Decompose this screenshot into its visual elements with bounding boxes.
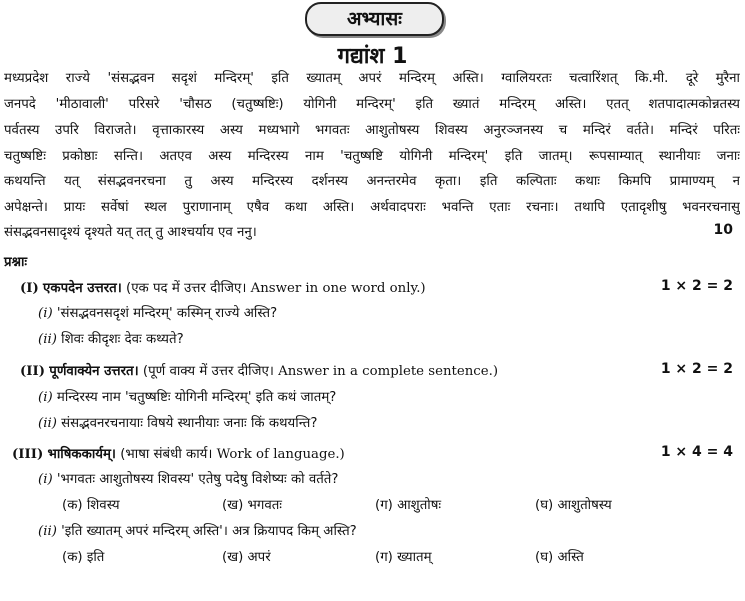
question-number: (i): [38, 472, 53, 487]
passage-heading: गद्यांश 1: [337, 44, 408, 69]
section-marks: 1 × 4 = 4: [660, 444, 733, 460]
section-hindi-instruction: (भाषा संबंधी कार्य।: [120, 447, 213, 462]
passage-line: मध्यप्रदेश राज्ये 'संसद्भवन सदृशं मन्दिरम्' इति ख्यातम् अपरं मन्दिरम् अस्ति। ग्वालियरतः चत्वारिंशत् कि.मी. दूरे मुरैना: [4, 71, 740, 86]
question-item: [38, 469, 338, 487]
section-hindi-instruction: (पूर्ण वाक्य में उत्तर दीजिए।: [142, 364, 274, 379]
passage-marks: 10: [713, 222, 733, 238]
passage-line: जनपदे 'मीठावाली' परिसरे 'चौसठ (चतुष्षष्टिः) योगिनी मन्दिरम्' इति ख्यातं मन्दिरम् अस्ति। एतत् शतपादात्मकोन्नतस्य: [4, 97, 740, 112]
question-number: (ii): [38, 524, 57, 539]
question-text: 'भगवतः आशुतोषस्य शिवस्य' एतेषु पदेषु विशेष्यः को वर्तते?: [56, 472, 339, 487]
question-text: 'इति ख्यातम् अपरं मन्दिरम् अस्ति'। अत्र क्रियापद किम् अस्ति?: [61, 524, 357, 539]
questions-label: प्रश्नाः: [4, 255, 28, 270]
section-title: भाषिककार्यम्।: [47, 447, 116, 462]
section-title: पूर्णवाक्येन उत्तरत।: [49, 364, 139, 379]
section-3-header: [12, 444, 345, 462]
section-english-instruction: Work of language.): [216, 447, 345, 462]
question-item: [38, 329, 184, 347]
option: (ख) अपरं: [222, 550, 271, 565]
question-item: [38, 413, 317, 431]
option: (घ) अस्ति: [535, 550, 584, 565]
option: (क) शिवस्य: [62, 498, 120, 513]
question-number: (i): [38, 306, 53, 321]
section-marks: 1 × 2 = 2: [660, 361, 733, 377]
question-item: [38, 521, 357, 539]
section-hindi-instruction: (एक पद में उत्तर दीजिए।: [126, 281, 247, 296]
section-english-instruction: Answer in a complete sentence.): [278, 364, 499, 379]
question-item: [38, 387, 336, 405]
passage-line: संसद्भवनसादृश्यं दृश्यते यत् तत् तु आश्चर्याय एव ननु।: [4, 225, 257, 240]
section-2-header: [20, 361, 498, 379]
exercise-title: अभ्यासः: [305, 2, 444, 36]
question-text: शिवः कीदृशः देवः कथ्यते?: [61, 332, 184, 347]
passage-line: अपेक्षन्ते। प्रायः सर्वेषां स्थल पुराणानाम् एषैव कथा अस्ति। अर्थवादपराः भवन्ति एताः रचनाः। तथापि एतादृशीषु भवनरचनासु: [4, 200, 740, 215]
passage-line: कथयन्ति यत् संसद्भवनरचना तु अस्य मन्दिरस्य दर्शनस्य अनन्तरमेव कृता। इति कल्पिताः कथाः किमपि प्रामाण्यम् न: [4, 174, 740, 189]
question-number: (ii): [38, 332, 57, 347]
passage-line: चतुष्षष्टिः प्रकोष्ठाः सन्ति। अतएव अस्य मन्दिरस्य नाम 'चतुष्षष्टि योगिनी मन्दिरम्' इति जातम्। रूपसाम्यात् स्थानीयाः जनाः: [4, 149, 740, 164]
section-english-instruction: Answer in one word only.): [250, 281, 426, 296]
section-1-header: [20, 278, 426, 296]
section-title: एकपदेन उत्तरत।: [43, 281, 122, 296]
option: (ग) आशुतोषः: [375, 498, 442, 513]
question-text: संसद्भवनरचनायाः विषये स्थानीयाः जनाः किं कथयन्ति?: [61, 416, 318, 431]
question-text: 'संसद्भवनसदृशं मन्दिरम्' कस्मिन् राज्ये अस्ति?: [56, 306, 278, 321]
question-item: [38, 303, 277, 321]
section-number: (II): [20, 364, 46, 379]
question-number: (ii): [38, 416, 57, 431]
option: (ख) भगवतः: [222, 498, 282, 513]
question-number: (i): [38, 390, 53, 405]
section-number: (I): [20, 281, 39, 296]
option: (क) इति: [62, 550, 105, 565]
option: (ग) ख्यातम्: [375, 550, 432, 565]
section-number: (III): [12, 447, 44, 462]
section-marks: 1 × 2 = 2: [660, 278, 733, 294]
passage-line: पर्वतस्य उपरि विराजते। वृत्ताकारस्य अस्य मध्यभागे भगवतः आशुतोषस्य शिवस्य अनुरञ्जनस्य च मन्दिरं वर्तते। मन्दिरं परितः: [4, 123, 740, 138]
option: (घ) आशुतोषस्य: [535, 498, 612, 513]
question-text: मन्दिरस्य नाम 'चतुष्षष्टिः योगिनी मन्दिरम्' इति कथं जातम्?: [56, 390, 337, 405]
